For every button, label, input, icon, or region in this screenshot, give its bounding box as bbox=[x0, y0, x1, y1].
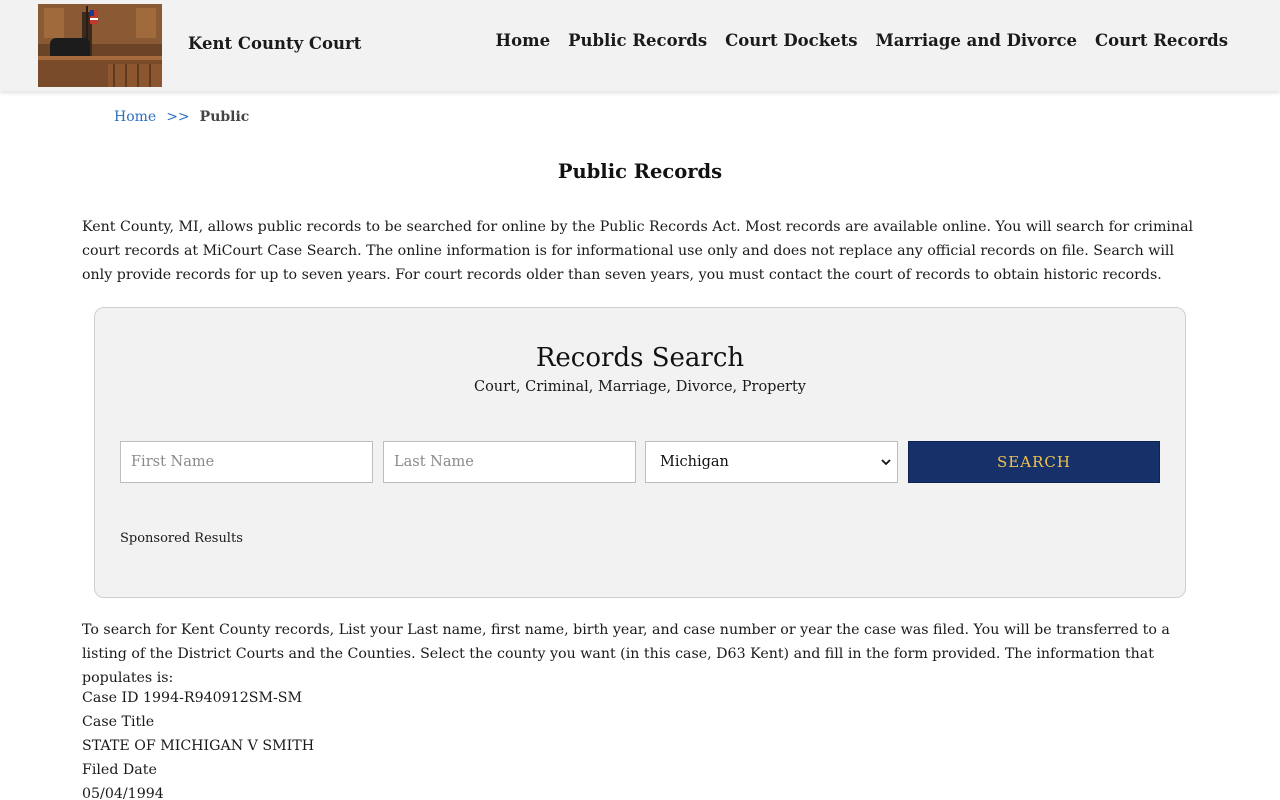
site-title[interactable]: Kent County Court bbox=[188, 34, 362, 53]
search-button[interactable]: SEARCH bbox=[908, 441, 1160, 483]
last-name-input[interactable] bbox=[383, 441, 636, 483]
nav-home[interactable]: Home bbox=[495, 31, 551, 50]
nav-public-records[interactable]: Public Records bbox=[568, 31, 708, 50]
case-details bbox=[82, 686, 314, 800]
case-id-line: Case ID 1994-R940912SM-SM bbox=[82, 690, 303, 706]
nav-marriage-divorce[interactable]: Marriage and Divorce bbox=[875, 31, 1078, 50]
state-select-value: Michigan bbox=[660, 454, 729, 470]
state-select[interactable] bbox=[645, 441, 898, 483]
page-title: Public Records bbox=[557, 160, 723, 183]
courtroom-logo-image[interactable] bbox=[38, 4, 162, 87]
breadcrumb bbox=[114, 109, 249, 125]
nav-court-records[interactable]: Court Records bbox=[1095, 31, 1228, 50]
breadcrumb-home-link[interactable]: Home bbox=[114, 109, 157, 125]
first-name-input[interactable] bbox=[120, 441, 373, 483]
search-title: Records Search bbox=[535, 343, 745, 373]
filed-date-value: 05/04/1994 bbox=[82, 786, 164, 800]
case-title-value: STATE OF MICHIGAN V SMITH bbox=[82, 738, 315, 754]
site-header bbox=[0, 0, 1280, 91]
instructions-paragraph: To search for Kent County records, List your Last name, first name, birth year, and case number or year the case was filed. You will be transferred to a listing of the District Courts and the Counties. Select the county you want (in this case, D63 Kent) and fill in the form provided. The information that populates is: bbox=[82, 622, 1170, 686]
main-nav bbox=[496, 31, 1228, 50]
filed-date-label: Filed Date bbox=[82, 762, 157, 778]
case-title-label: Case Title bbox=[82, 714, 155, 730]
records-search-panel bbox=[94, 307, 1186, 598]
intro-paragraph: Kent County, MI, allows public records to be searched for online by the Public Records Act. Most records are available online. You will search for criminal court records at MiCourt Case Search. The online information is for informational use only and does not replace any official records on file. Search will only provide records for up to seven years. For court records older than seven years, you must contact the court of records to obtain historic records. bbox=[82, 219, 1194, 283]
nav-court-dockets[interactable]: Court Dockets bbox=[725, 31, 858, 50]
sponsored-results-label: Sponsored Results bbox=[120, 531, 243, 546]
search-subtitle: Court, Criminal, Marriage, Divorce, Property bbox=[473, 379, 806, 395]
breadcrumb-separator: >> bbox=[166, 109, 190, 125]
chevron-down-icon bbox=[881, 457, 891, 467]
breadcrumb-current: Public bbox=[199, 109, 250, 125]
